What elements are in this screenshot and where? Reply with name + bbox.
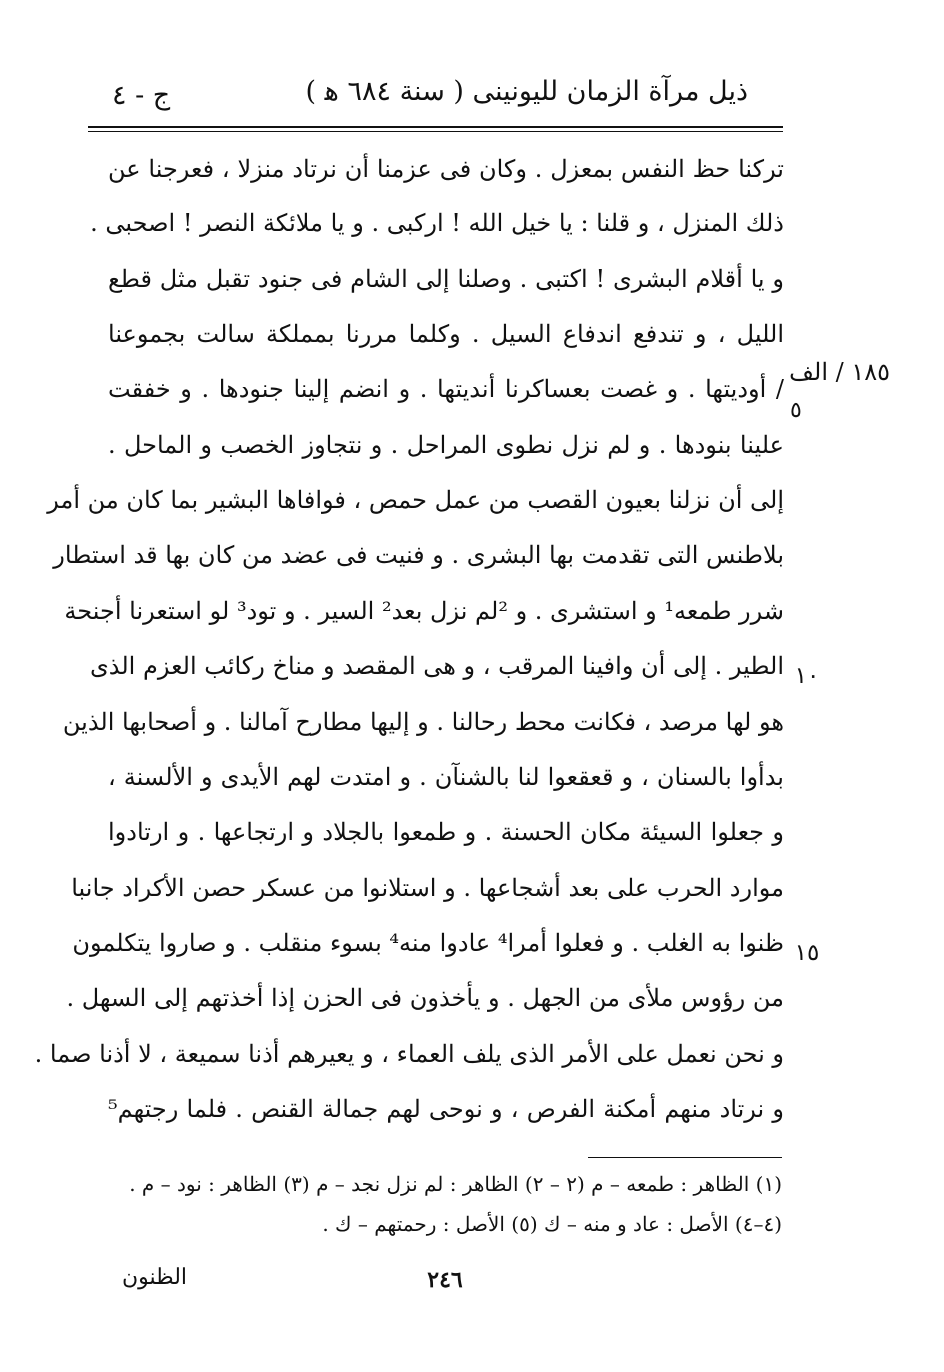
running-header-volume: ج - ٤ [112,80,171,111]
margin-line-number-15: ١٥ [794,940,820,966]
margin-line-number-5: ٥ [790,398,802,423]
text-line: و نحن نعمل على الأمر الذى يلف العماء ، و يعيرهم أذنا سميعة ، لا أذنا صما . [34,1040,784,1068]
header-rule-thick [88,126,783,128]
text-line: / أوديتها . و غصت بعساكرنا أنديتها . و انضم إلينا جنودها . و خفقت [108,375,784,403]
text-line: ظنوا به الغلب . و فعلوا أمرا⁴ عادوا منه⁴ بسوء منقلب . و صاروا يتكلمون [72,929,784,957]
text-line: الليل ، و تندفع اندفاع السيل . وكلما مررنا بمملكة سالت بجموعنا [108,320,784,348]
text-line: بدأوا بالسنان ، و قعقعوا لنا بالشنآن . و امتدت لهم الأيدى و الألسنة ، [108,763,784,791]
margin-line-number-10: ١٠ [794,663,820,689]
text-line: و نرتاد منهم أمكنة الفرص ، و نوحى لهم جمالة القنص . فلما رجتهم⁵ [108,1095,784,1123]
footnote-line: (١) الظاهر : طمعه – م (٢ – ٢) الظاهر : لم نزل نجد – م (٣) الظاهر : نود – م . [129,1172,782,1196]
text-line: من رؤوس ملأى من الجهل . و يأخذون فى الحزن إذا أخذتهم إلى السهل . [66,984,784,1012]
footnote-rule [588,1157,782,1158]
text-line: بلاطنس التى تقدمت بها البشرى . و فنيت فى عضد من كان بها قد استطار [53,541,784,569]
header-rule-thin [88,131,783,132]
text-line: الطير . إلى أن وافينا المرقب ، و هى المقصد و مناخ ركائب العزم الذى [89,652,784,680]
text-line: موارد الحرب على بعد أشجاعها . و استلانوا من عسكر حصن الأكراد جانبا [71,874,784,902]
footnote-line: (٤–٤) الأصل : عاد و منه – ك (٥) الأصل : رحمتهم – ك . [322,1212,782,1236]
text-line: شرر طمعه¹ و استشرى . و ²لم نزل بعد² السير . و تود³ لو استعرنا أجنحة [64,597,784,625]
text-line: ذلك المنزل ، و قلنا : يا خيل الله ! اركبى . و يا ملائكة النصر ! اصحبى . [90,209,784,237]
margin-folio-marker: ١٨٥ / الف [789,358,890,386]
text-line: تركنا حظ النفس بمعزل . وكان فى عزمنا أن نرتاد منزلا ، فعرجنا عن [108,155,784,183]
text-line: و جعلوا السيئة مكان الحسنة . و طمعوا بالجلاد و ارتجاعها . و ارتادوا [108,818,784,846]
text-line: إلى أن نزلنا بعيون القصب من عمل حمص ، فوافاها البشير بما كان من أمر [47,486,784,514]
text-line: و يا أقلام البشرى ! اكتبى . وصلنا إلى الشام فى جنود تقبل مثل قطع [108,265,784,293]
page-number: ٢٤٦ [427,1267,463,1293]
text-line: هو لها مرصد ، فكانت محط رحالنا . و إليها مطارح آمالنا . و أصحابها الذين [62,708,784,736]
catchword: الظنون [122,1265,188,1290]
running-header-title: ذيل مرآة الزمان لليونينى ( سنة ٦٨٤ ﻫ ) [305,76,748,107]
text-line: علينا بنودها . و لم نزل نطوى المراحل . و نتجاوز الخصب و الماحل . [108,431,784,459]
